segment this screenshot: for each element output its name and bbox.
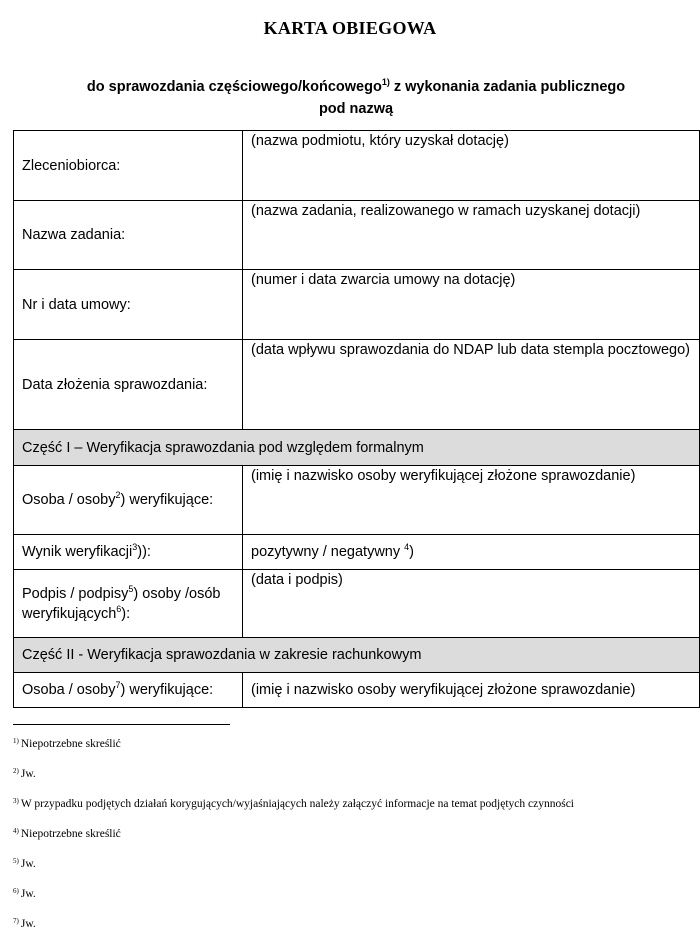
- footnote-mark: 4): [13, 827, 19, 835]
- document-title: KARTA OBIEGOWA: [263, 18, 437, 38]
- subtitle-text: do sprawozdania częściowego/końcowego: [86, 79, 382, 95]
- footnote-text: Niepotrzebne skreślić: [20, 738, 121, 750]
- value-text: pozytywny / negatywny: [251, 544, 405, 560]
- footnote-mark: 6): [13, 887, 19, 895]
- label-text: Osoba / osoby: [22, 492, 116, 508]
- field-podpis-osob[interactable]: (data i podpis): [243, 570, 700, 638]
- footnote-5: [13, 853, 700, 883]
- field-nr-umowy[interactable]: (numer i data zwarcia umowy na dotację): [243, 270, 700, 340]
- label-text: Osoba / osoby: [22, 682, 116, 698]
- field-wynik-weryfikacji[interactable]: [243, 535, 700, 570]
- row-osoby-weryfikujace-1: [14, 466, 700, 535]
- label-wynik-weryfikacji: [14, 535, 243, 570]
- document-subtitle: [0, 76, 700, 120]
- field-nazwa-zadania[interactable]: (nazwa zadania, realizowanego w ramach uzyskanej dotacji): [243, 201, 700, 270]
- section-header-czesc-2: [14, 638, 700, 673]
- footnote-mark: 2): [13, 767, 19, 775]
- label-text: Podpis / podpisy: [22, 585, 129, 602]
- footnote-mark: 7): [13, 917, 19, 925]
- footnote-text: W przypadku podjętych działań korygujących/wyjaśniających należy załączyć informacje na temat podjętych czynności: [20, 798, 574, 810]
- footnote-6: [13, 883, 700, 913]
- field-data-zlozenia[interactable]: (data wpływu sprawozdania do NDAP lub data stempla pocztowego): [243, 340, 700, 430]
- label-podpis-osob: [14, 570, 243, 638]
- row-osoby-weryfikujace-2: [14, 673, 700, 708]
- footnote-1: [13, 733, 700, 763]
- label-nazwa-zadania: Nazwa zadania:: [14, 201, 243, 270]
- footnote-text: Jw.: [20, 918, 36, 930]
- footnote-mark: 7: [115, 680, 121, 691]
- footnote-text: Jw.: [20, 888, 36, 900]
- footnote-4: [13, 823, 700, 853]
- footnote-mark: 3): [13, 797, 19, 805]
- label-text-cont: )):: [137, 544, 151, 560]
- subtitle-footnote-mark: 1): [381, 77, 390, 88]
- label-text-cont: ) weryfikujące:: [120, 682, 214, 698]
- footnote-2: [13, 763, 700, 793]
- label-text-end: ):: [121, 605, 131, 622]
- row-data-zlozenia: [14, 340, 700, 430]
- row-podpis-osob: [14, 570, 700, 638]
- label-osoby-weryfikujace-1: [14, 466, 243, 535]
- label-text-cont: ) osoby /osób weryfikujących: [22, 585, 221, 622]
- section-title-czesc-1: Część I – Weryfikacja sprawozdania pod względem formalnym: [14, 430, 700, 466]
- row-nr-umowy: [14, 270, 700, 340]
- row-nazwa-zadania: [14, 201, 700, 270]
- footnote-mark: 2: [115, 490, 121, 501]
- subtitle-text-cont: z wykonania zadania publicznego: [389, 79, 626, 95]
- footnote-mark: 3: [132, 542, 138, 553]
- row-wynik-weryfikacji: [14, 535, 700, 570]
- routing-card-table: [13, 130, 700, 708]
- footnote-mark: 1): [13, 737, 19, 745]
- footnote-7: [13, 913, 700, 943]
- footnote-mark: 5): [13, 857, 19, 865]
- label-zleceniobiorca: Zleceniobiorca:: [14, 131, 243, 201]
- footnotes: [13, 733, 700, 943]
- footnote-mark-2: 6: [116, 603, 122, 614]
- label-text: Wynik weryfikacji: [22, 544, 133, 560]
- value-text-cont: ): [409, 544, 414, 560]
- footnote-separator: [13, 724, 230, 725]
- section-header-czesc-1: [14, 430, 700, 466]
- field-zleceniobiorca[interactable]: (nazwa podmiotu, który uzyskał dotację): [243, 131, 700, 201]
- label-nr-umowy: Nr i data umowy:: [14, 270, 243, 340]
- subtitle-line-1: [0, 76, 700, 98]
- footnote-mark: 5: [128, 583, 134, 594]
- footnote-3: [13, 793, 700, 823]
- field-osoby-weryfikujace-2[interactable]: (imię i nazwisko osoby weryfikującej złożone sprawozdanie): [243, 673, 700, 708]
- field-osoby-weryfikujace-1[interactable]: (imię i nazwisko osoby weryfikującej złożone sprawozdanie): [243, 466, 700, 535]
- section-title-czesc-2: Część II - Weryfikacja sprawozdania w zakresie rachunkowym: [14, 638, 700, 673]
- label-data-zlozenia: Data złożenia sprawozdania:: [14, 340, 243, 430]
- subtitle-line-2: pod nazwą: [318, 101, 394, 117]
- row-zleceniobiorca: [14, 131, 700, 201]
- footnote-text: Jw.: [20, 858, 36, 870]
- footnote-text: Jw.: [20, 768, 36, 780]
- footnote-mark: 4: [404, 542, 410, 553]
- footnote-text: Niepotrzebne skreślić: [20, 828, 121, 840]
- label-text-cont: ) weryfikujące:: [120, 492, 214, 508]
- label-osoby-weryfikujace-2: [14, 673, 243, 708]
